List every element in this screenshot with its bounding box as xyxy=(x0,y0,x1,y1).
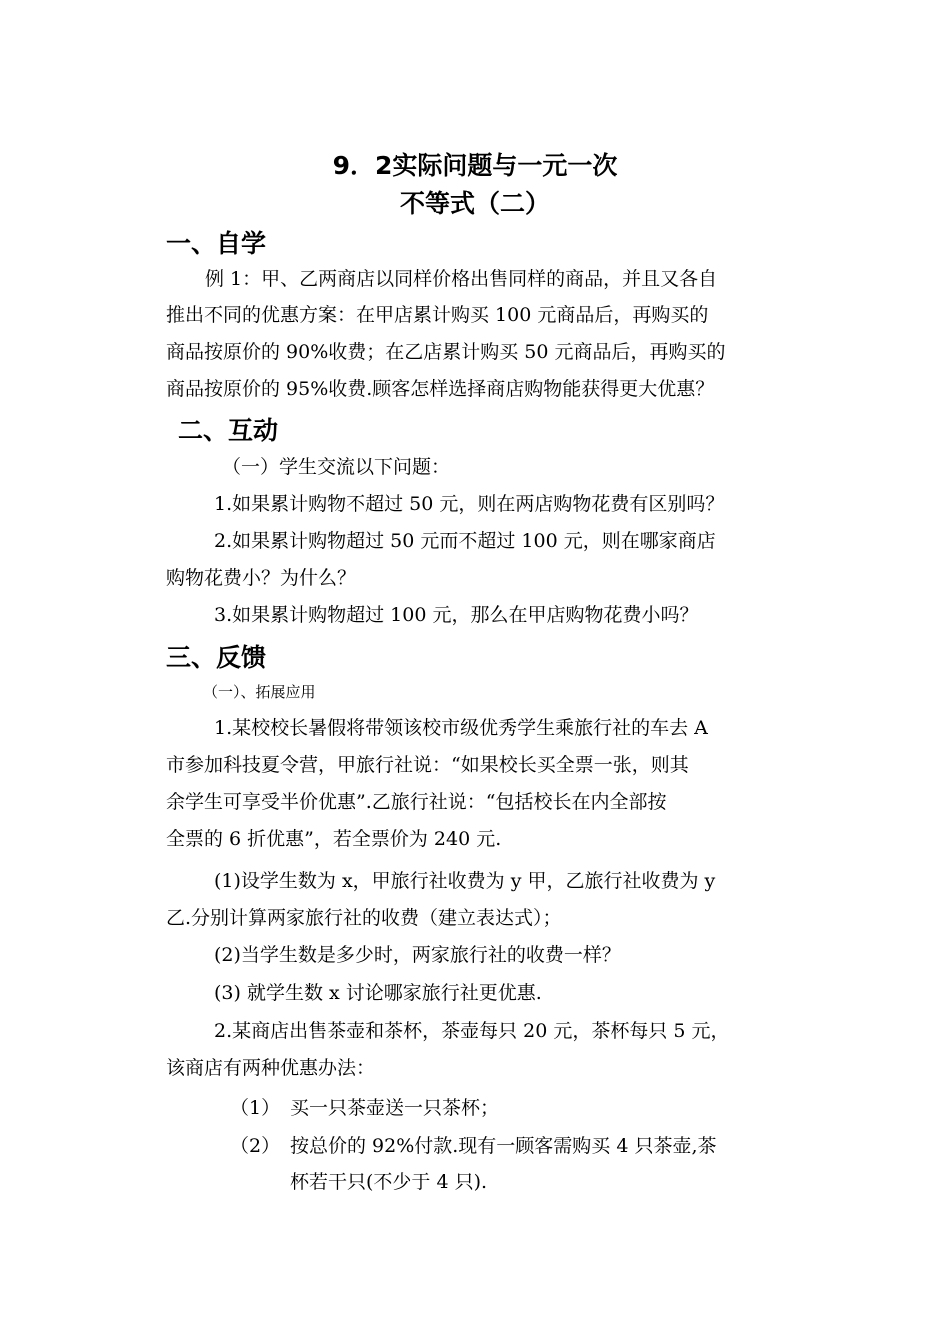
question-2-line-1: 2.如果累计购物超过 50 元而不超过 100 元，则在哪家商店 xyxy=(214,530,716,552)
option-2-text-line-2: 杯若干只(不少于 4 只). xyxy=(290,1171,488,1193)
option-1-text: 买一只茶壶送一只茶杯； xyxy=(290,1097,500,1119)
section-heading-feedback: 三、反馈 xyxy=(166,643,267,672)
option-1-number: （1） xyxy=(230,1097,281,1119)
option-2-text-line-1: 按总价的 92%付款.现有一顾客需购买 4 只茶壶,茶 xyxy=(290,1135,717,1157)
problem-1-line: 余学生可享受半价优惠”.乙旅行社说：“包括校长在内全部按 xyxy=(166,791,667,813)
problem-1-part-1-line-1: (1)设学生数为 x，甲旅行社收费为 y 甲，乙旅行社收费为 y xyxy=(214,870,716,892)
question-2-line-2: 购物花费小？为什么？ xyxy=(166,567,357,589)
problem-1-part-2: (2)当学生数是多少时，两家旅行社的收费一样？ xyxy=(214,944,621,966)
section-heading-interaction: 二、互动 xyxy=(178,416,279,445)
option-2-number: （2） xyxy=(230,1135,281,1157)
problem-1-line: 全票的 6 折优惠”，若全票价为 240 元. xyxy=(166,828,502,850)
problem-2-line: 2.某商店出售茶壶和茶杯，茶壶每只 20 元，茶杯每只 5 元， xyxy=(214,1020,730,1042)
title-line-2: 不等式（二） xyxy=(399,189,550,218)
question-1: 1.如果累计购物不超过 50 元，则在两店购物花费有区别吗？ xyxy=(214,493,725,515)
example-line: 商品按原价的 95%收费.顾客怎样选择商店购物能获得更大优惠？ xyxy=(166,378,715,400)
question-3: 3.如果累计购物超过 100 元，那么在甲店购物花费小吗？ xyxy=(214,604,699,626)
section-heading-self-study: 一、自学 xyxy=(166,229,267,258)
problem-2-line: 该商店有两种优惠办法： xyxy=(166,1057,376,1079)
example-line: 例 1：甲、乙两商店以同样价格出售同样的商品，并且又各自 xyxy=(205,268,718,290)
subheading-extension: （一）、拓展应用 xyxy=(203,683,316,701)
problem-1-line: 1.某校校长暑假将带领该校市级优秀学生乘旅行社的车去 A xyxy=(214,717,708,739)
title-line-1: 9．2实际问题与一元一次 xyxy=(332,151,618,180)
problem-1-part-1-line-2: 乙.分别计算两家旅行社的收费（建立表达式）； xyxy=(166,907,562,929)
example-line: 推出不同的优惠方案：在甲店累计购买 100 元商品后，再购买的 xyxy=(166,304,709,326)
subheading-discussion: （一）学生交流以下问题： xyxy=(222,456,451,478)
problem-1-part-3: (3) 就学生数 x 讨论哪家旅行社更优惠. xyxy=(214,982,542,1004)
example-line: 商品按原价的 90%收费；在乙店累计购买 50 元商品后，再购买的 xyxy=(166,341,726,363)
problem-1-line: 市参加科技夏令营，甲旅行社说：“如果校长买全票一张，则其 xyxy=(166,754,689,776)
